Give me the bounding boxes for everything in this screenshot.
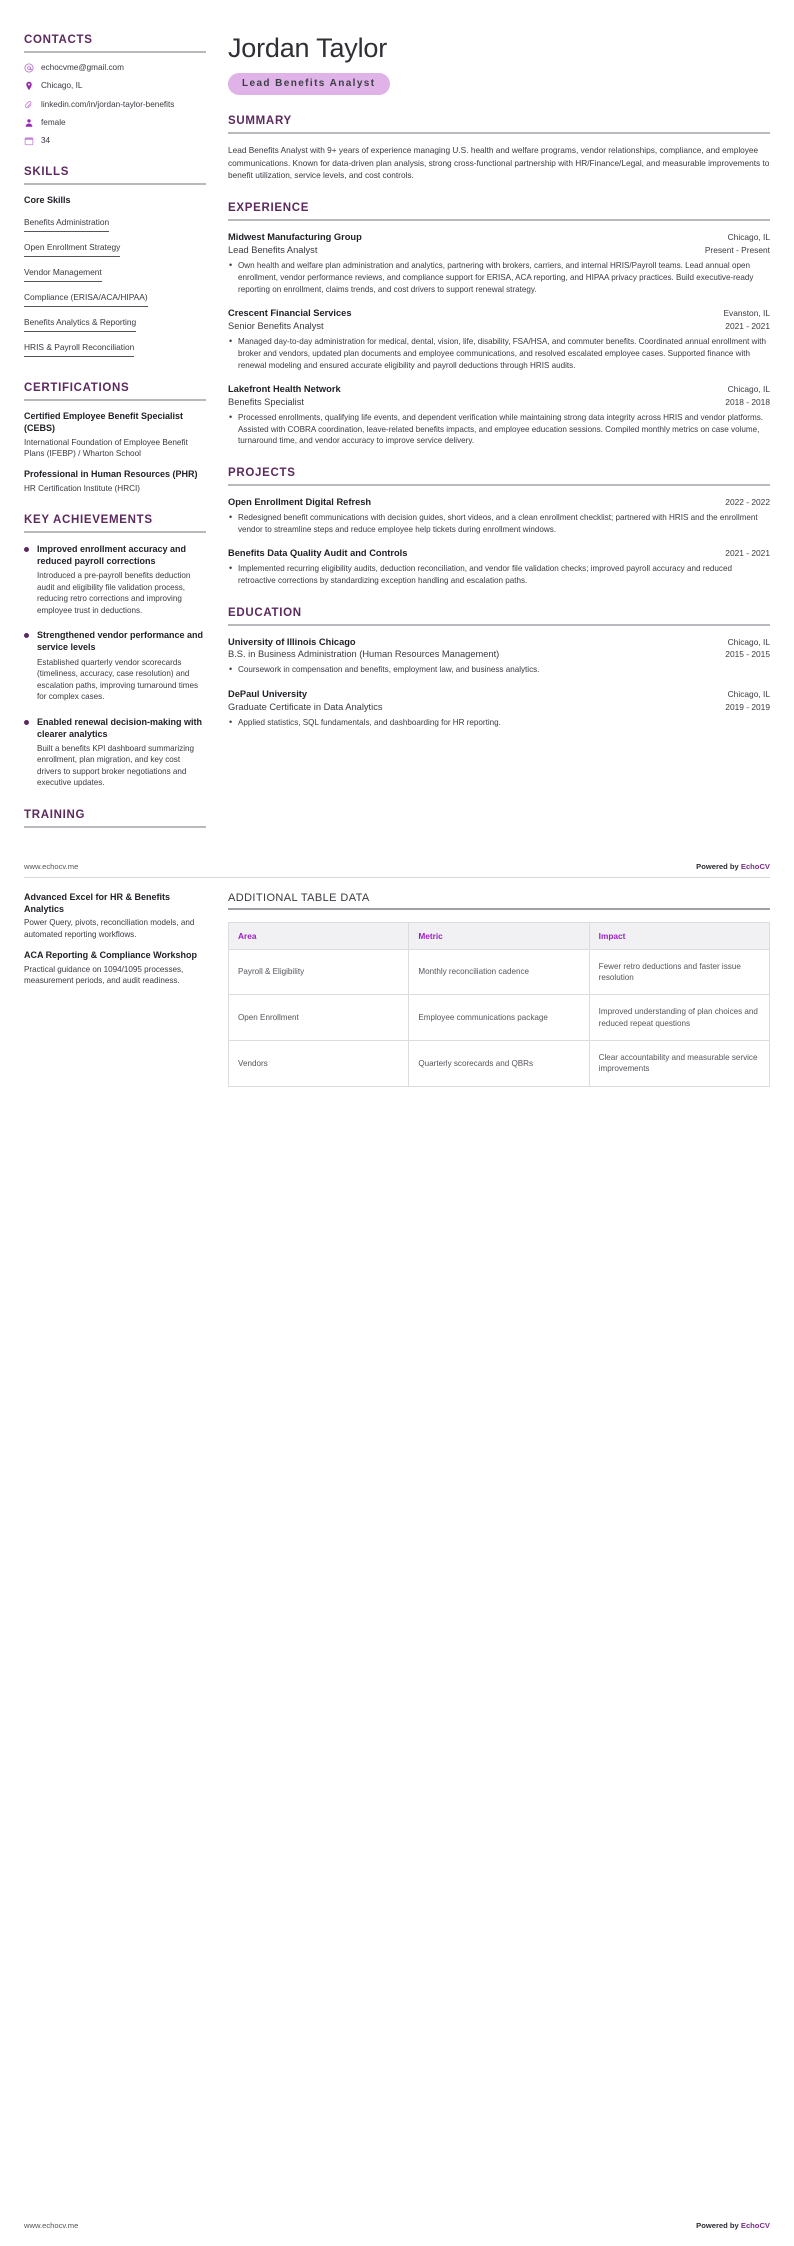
certification-title: Certified Employee Benefit Specialist (CEBS)	[24, 411, 184, 434]
certification-title: Professional in Human Resources (PHR)	[24, 469, 198, 480]
at-icon	[24, 63, 34, 73]
contact-location-text: Chicago, IL	[41, 81, 83, 91]
skill-label: Open Enrollment Strategy	[24, 242, 120, 257]
main-content	[220, 34, 770, 749]
job-title-badge: Lead Benefits Analyst	[228, 73, 390, 95]
table-header-row	[229, 922, 770, 949]
bullet-item: • Processed enrollments, qualifying life events, and dependent verification while maintaining strong data integrity across HRIS and vendor platforms. Assisted with COBRA coordination, leave-related benefits impacts, and employee education sessions. Compiled monthly metrics on case volume, turnaround time, and vendor accuracy to improve service delivery.	[228, 412, 770, 447]
experience-org: Crescent Financial Services	[228, 308, 352, 319]
table-column-header: Metric	[409, 922, 589, 949]
table-cell: Fewer retro deductions and faster issue resolution	[589, 949, 769, 995]
certifications-section	[24, 382, 206, 494]
calendar-icon	[24, 136, 34, 146]
table-divider	[228, 908, 770, 910]
education-entry	[228, 636, 770, 677]
table-column-header: Area	[229, 922, 409, 949]
lower-body	[0, 878, 794, 1087]
contact-gender-text: female	[41, 117, 66, 127]
bullet-item: • Implemented recurring eligibility audits, deduction reconciliation, and vendor file validation checks; improved payroll accuracy and reduced retroactive corrections by standardizing exception handling and escalation paths.	[228, 563, 770, 586]
contact-email-text: echocvme@gmail.com	[41, 63, 124, 72]
contacts-heading: CONTACTS	[24, 34, 93, 46]
experience-section	[228, 202, 770, 447]
contact-linkedin-text: linkedin.com/in/jordan-taylor-benefits	[41, 99, 175, 109]
sidebar	[24, 34, 220, 848]
link-icon	[24, 100, 34, 110]
training-heading: TRAINING	[24, 808, 86, 821]
achievement-item	[24, 543, 206, 616]
summary-text: Lead Benefits Analyst with 9+ years of experience managing U.S. health and welfare programs, vendor relationships, compliance, and employee communications. Known for data-driven plan analysis, strong cross-functional partnership with HR/Finance/Legal, and measurable improvements to benefit utilization, service levels, and cost controls.	[228, 144, 770, 181]
mid-footer	[0, 862, 794, 871]
contact-email[interactable]	[24, 63, 206, 73]
bullet-item: • Redesigned benefit communications with decision guides, short videos, and a clean enrollment checklist; partnered with HRIS and the enrollment vendor to streamline steps and reduce employee help tickets during enrollment windows.	[228, 512, 770, 535]
skills-subheading: Core Skills	[24, 195, 71, 206]
mid-footer-powered	[696, 862, 770, 871]
achievements-section	[24, 514, 206, 789]
training-title: ACA Reporting & Compliance Workshop	[24, 950, 198, 961]
table-heading: ADDITIONAL TABLE DATA	[228, 891, 370, 904]
skill-label: Compliance (ERISA/ACA/HIPAA)	[24, 292, 148, 307]
training-description: Power Query, pivots, reconciliation models, and automated reporting workflows.	[24, 918, 195, 939]
project-title: Benefits Data Quality Audit and Controls	[228, 548, 408, 559]
table-cell: Monthly reconciliation cadence	[409, 949, 589, 995]
experience-dates: 2018 - 2018	[725, 397, 770, 407]
bullet-dot-icon	[24, 633, 29, 638]
experience-role: Lead Benefits Analyst	[228, 245, 318, 256]
skills-heading: SKILLS	[24, 166, 70, 179]
experience-bullets	[228, 412, 770, 447]
education-degree: Graduate Certificate in Data Analytics	[228, 701, 383, 712]
powered-brand: EchoCV	[740, 861, 770, 871]
page-title: Jordan Taylor	[228, 33, 387, 63]
table-row	[229, 995, 770, 1041]
table-column-header: Impact	[589, 922, 769, 949]
projects-heading: PROJECTS	[228, 467, 296, 480]
education-bullets	[228, 717, 770, 729]
contact-gender	[24, 118, 206, 128]
experience-org: Lakefront Health Network	[228, 384, 341, 395]
skills-divider	[24, 183, 206, 185]
skills-section	[24, 166, 206, 362]
experience-entry	[228, 307, 770, 371]
person-icon	[24, 118, 34, 128]
achievement-title: Strengthened vendor performance and service levels	[37, 630, 204, 653]
education-org: University of Illinois Chicago	[228, 636, 356, 647]
skill-list-item	[24, 212, 206, 237]
table-cell: Open Enrollment	[229, 995, 409, 1041]
training-item	[24, 892, 206, 940]
project-dates: 2021 - 2021	[725, 548, 770, 559]
experience-entry	[228, 383, 770, 447]
certifications-divider	[24, 399, 206, 401]
table-row	[229, 949, 770, 995]
summary-heading: SUMMARY	[228, 114, 292, 127]
skill-list-item	[24, 337, 206, 362]
skill-list-item	[24, 287, 206, 312]
experience-bullets	[228, 336, 770, 371]
skill-list-item	[24, 237, 206, 262]
training-section	[24, 809, 206, 828]
table-cell: Quarterly scorecards and QBRs	[409, 1041, 589, 1087]
projects-divider	[228, 484, 770, 486]
skill-list-item	[24, 312, 206, 337]
experience-dates: 2021 - 2021	[725, 321, 770, 332]
achievement-title: Enabled renewal decision-making with clearer analytics	[37, 716, 203, 739]
header-block	[228, 34, 770, 95]
contacts-divider	[24, 51, 206, 53]
experience-divider	[228, 219, 770, 221]
summary-section	[228, 115, 770, 183]
education-section	[228, 607, 770, 729]
education-dates: 2019 - 2019	[725, 701, 770, 712]
experience-heading: EXPERIENCE	[228, 202, 310, 215]
education-divider	[228, 624, 770, 626]
additional-data-table	[228, 922, 770, 1087]
education-dates: 2015 - 2015	[725, 649, 770, 660]
table-row	[229, 1041, 770, 1087]
powered-prefix: Powered by	[696, 861, 741, 871]
education-entry	[228, 688, 770, 729]
contact-linkedin[interactable]	[24, 100, 206, 110]
page-footer-powered	[696, 2221, 770, 2230]
project-dates: 2022 - 2022	[725, 497, 770, 508]
achievements-divider	[24, 531, 206, 533]
education-location: Chicago, IL	[727, 636, 770, 647]
projects-section	[228, 467, 770, 586]
contacts-section	[24, 34, 206, 146]
powered-brand: EchoCV	[740, 2221, 770, 2230]
contact-age-text: 34	[41, 136, 51, 145]
education-heading: EDUCATION	[228, 606, 302, 619]
education-degree: B.S. in Business Administration (Human Resources Management)	[228, 649, 500, 660]
project-entry	[228, 547, 770, 586]
achievement-item	[24, 629, 206, 702]
education-bullets	[228, 664, 770, 676]
training-divider	[24, 826, 206, 828]
page-footer	[0, 2221, 794, 2230]
experience-bullets	[228, 260, 770, 295]
experience-org: Midwest Manufacturing Group	[228, 232, 362, 243]
bullet-item: • Coursework in compensation and benefits, employment law, and business analytics.	[228, 664, 770, 676]
contact-age	[24, 136, 206, 146]
location-pin-icon	[24, 81, 34, 91]
achievement-description: Established quarterly vendor scorecards (timeliness, accuracy, case resolution) and escalation paths, improving turnaround times for complex cases.	[37, 657, 199, 702]
achievement-description: Built a benefits KPI dashboard summarizing enrollment, plan migration, and key cost drivers to support broker negotiations and executive updates.	[37, 743, 195, 788]
training-title: Advanced Excel for HR & Benefits Analytics	[24, 891, 171, 914]
skill-label: Vendor Management	[24, 267, 102, 282]
experience-dates: Present - Present	[704, 245, 770, 256]
certification-org: HR Certification Institute (HRCI)	[24, 484, 141, 493]
training-item	[24, 950, 206, 987]
certification-org: International Foundation of Employee Benefit Plans (IFEBP) / Wharton School	[24, 438, 188, 459]
skill-list-item	[24, 262, 206, 287]
skill-label: Benefits Analytics & Reporting	[24, 317, 136, 332]
experience-location: Evanston, IL	[723, 308, 770, 319]
training-description: Practical guidance on 1094/1095 processes, measurement periods, and audit readiness.	[24, 965, 184, 986]
experience-entry	[228, 231, 770, 295]
contact-location	[24, 81, 206, 91]
mid-footer-site[interactable]: www.echocv.me	[24, 861, 79, 871]
achievements-heading: KEY ACHIEVEMENTS	[24, 514, 153, 527]
project-entry	[228, 496, 770, 535]
page-footer-site[interactable]: www.echocv.me	[24, 2221, 79, 2230]
experience-location: Chicago, IL	[727, 384, 770, 395]
certification-item	[24, 469, 206, 494]
table-cell: Payroll & Eligibility	[229, 949, 409, 995]
certification-item	[24, 411, 206, 459]
resume-body	[0, 0, 794, 848]
table-cell: Clear accountability and measurable service improvements	[589, 1041, 769, 1087]
achievement-title: Improved enrollment accuracy and reduced payroll corrections	[37, 544, 187, 567]
achievement-item	[24, 716, 206, 789]
powered-prefix: Powered by	[696, 2221, 741, 2230]
experience-role: Benefits Specialist	[228, 397, 304, 407]
project-bullets	[228, 512, 770, 535]
table-cell: Improved understanding of plan choices and reduced repeat questions	[589, 995, 769, 1041]
bullet-item: • Applied statistics, SQL fundamentals, and dashboarding for HR reporting.	[228, 717, 770, 729]
experience-role: Senior Benefits Analyst	[228, 321, 324, 332]
bullet-dot-icon	[24, 720, 29, 725]
achievement-description: Introduced a pre-payroll benefits deduction audit and eligibility file validation process, reducing retro corrections and improving employee trust in deductions.	[37, 571, 191, 615]
summary-divider	[228, 132, 770, 134]
training-continued	[24, 892, 220, 1087]
skill-label: HRIS & Payroll Reconciliation	[24, 342, 134, 357]
education-org: DePaul University	[228, 689, 308, 700]
project-title: Open Enrollment Digital Refresh	[228, 497, 372, 508]
experience-location: Chicago, IL	[727, 232, 770, 243]
skill-label: Benefits Administration	[24, 217, 109, 232]
bullet-item: • Managed day-to-day administration for medical, dental, vision, life, disability, FSA/HSA, and commuter benefits. Coordinated annual enrollment with broker and vendors, updated plan documents and employee communications, and resolved escalated employee cases. Supported finance with renewal modeling and ensured accurate eligibility and payroll deductions through HRIS audits.	[228, 336, 770, 371]
table-cell: Employee communications package	[409, 995, 589, 1041]
certifications-heading: CERTIFICATIONS	[24, 382, 130, 395]
bullet-dot-icon	[24, 547, 29, 552]
project-bullets	[228, 563, 770, 586]
bullet-item: • Own health and welfare plan administration and analytics, partnering with brokers, carriers, and internal HRIS/Payroll teams. Lead annual open enrollment, vendor performance reviews, and compliance support for ERISA, ACA reporting, and HIPAA privacy practices. Build executive-ready reporting on enrollment, claims trends, and cost drivers to support renewal strategy.	[228, 260, 770, 295]
education-location: Chicago, IL	[727, 689, 770, 700]
table-cell: Vendors	[229, 1041, 409, 1087]
additional-table-section	[220, 892, 770, 1087]
